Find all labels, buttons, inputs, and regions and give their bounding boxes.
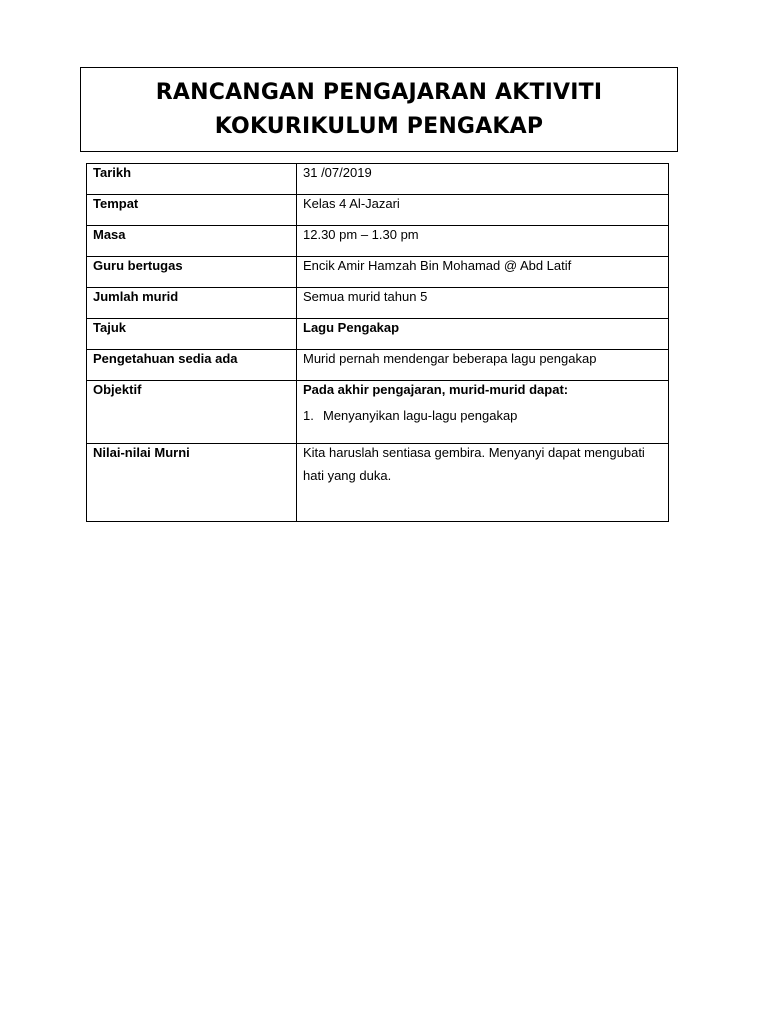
table-row-nilai	[87, 444, 669, 522]
objective-item-text: Menyanyikan lagu-lagu pengakap	[323, 408, 518, 423]
table-row-tarikh	[87, 164, 669, 195]
row-label: Objektif	[87, 381, 297, 444]
lesson-plan-table	[86, 163, 669, 522]
row-value	[297, 381, 669, 444]
objective-intro: Pada akhir pengajaran, murid-murid dapat:	[303, 382, 569, 397]
table-row-masa	[87, 226, 669, 257]
row-label: Guru bertugas	[87, 257, 297, 288]
table-row-objektif	[87, 381, 669, 444]
table-row-tajuk	[87, 319, 669, 350]
row-value: Lagu Pengakap	[297, 319, 669, 350]
table-row-jumlah	[87, 288, 669, 319]
objective-item-number: 1.	[303, 408, 314, 423]
row-label: Masa	[87, 226, 297, 257]
nilai-text: Kita haruslah sentiasa gembira. Menyanyi dapat mengubati hati yang duka.	[303, 445, 645, 483]
row-value: Semua murid tahun 5	[297, 288, 669, 319]
row-label: Nilai-nilai Murni	[87, 444, 297, 522]
row-label: Jumlah murid	[87, 288, 297, 319]
row-value: 12.30 pm – 1.30 pm	[297, 226, 669, 257]
row-value: Murid pernah mendengar beberapa lagu pengakap	[297, 350, 669, 381]
document-title-box	[80, 67, 678, 152]
table-row-pengetahuan	[87, 350, 669, 381]
row-value: Kelas 4 Al-Jazari	[297, 195, 669, 226]
row-value: 31 /07/2019	[297, 164, 669, 195]
title-line-2: KOKURIKULUM PENGAKAP	[214, 113, 544, 139]
row-value	[297, 444, 669, 522]
title-line-1: RANCANGAN PENGAJARAN AKTIVITI	[155, 79, 603, 105]
row-label: Tempat	[87, 195, 297, 226]
row-label: Pengetahuan sedia ada	[87, 350, 297, 381]
table-row-guru	[87, 257, 669, 288]
row-label: Tajuk	[87, 319, 297, 350]
row-label: Tarikh	[87, 164, 297, 195]
table-row-tempat	[87, 195, 669, 226]
row-value: Encik Amir Hamzah Bin Mohamad @ Abd Latif	[297, 257, 669, 288]
objective-item	[303, 408, 662, 424]
